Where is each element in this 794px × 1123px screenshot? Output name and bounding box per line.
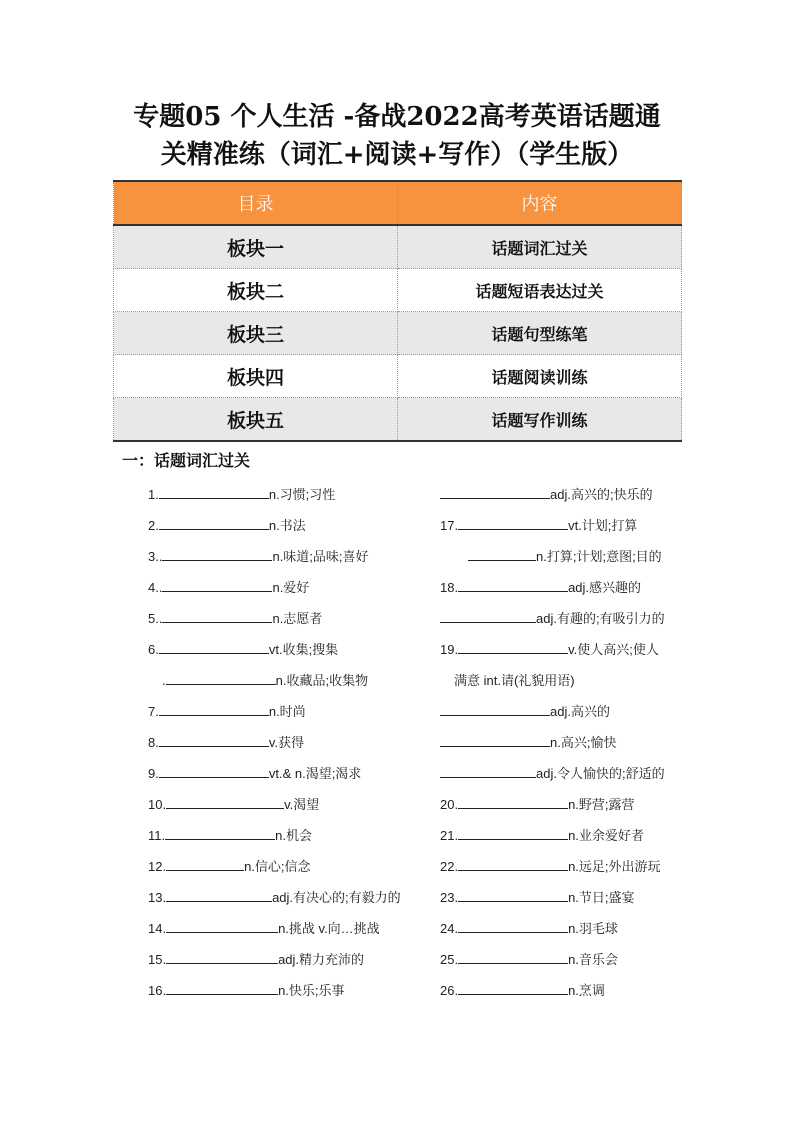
item-number: 21. [440,828,459,843]
list-item [440,670,665,701]
answer-blank[interactable] [159,639,269,654]
item-number: 4.. [148,580,163,595]
list-item [148,825,401,856]
list-item [148,639,401,670]
item-number: 12. [148,859,167,874]
answer-blank[interactable] [162,608,272,623]
item-definition: v.获得 [268,735,304,750]
answer-blank[interactable] [166,887,272,902]
header-catalog: 目录 [114,181,398,225]
section-name: 板块二 [114,269,398,312]
item-number: . [162,673,166,688]
list-item [440,918,665,949]
list-item [440,577,665,608]
list-item [148,577,401,608]
item-number: 20. [440,797,459,812]
list-item [440,515,665,546]
item-definition: 满意 int.请(礼貌用语) [454,673,575,688]
list-item [148,794,401,825]
item-number: 24. [440,921,459,936]
item-definition: n.野营;露营 [568,797,635,812]
item-number: 22. [440,859,459,874]
list-item [440,763,665,794]
item-definition: n.习惯;习性 [268,487,336,502]
answer-blank[interactable] [166,856,244,871]
list-item [148,918,401,949]
item-definition: n.爱好 [272,580,310,595]
list-item [440,701,665,732]
answer-blank[interactable] [166,670,276,685]
item-definition: n.高兴;愉快 [550,735,617,750]
answer-blank[interactable] [162,546,272,561]
item-definition: n.志愿者 [272,611,323,626]
answer-blank[interactable] [159,732,269,747]
list-item [148,701,401,732]
section-name: 板块一 [114,225,398,269]
list-item [440,484,665,515]
answer-blank[interactable] [458,856,568,871]
item-definition: n.时尚 [268,704,306,719]
section-heading: 一：话题词汇过关 [122,451,251,470]
item-definition: n.信心;信念 [244,859,311,874]
document-title [0,98,794,174]
item-number: 23. [440,890,459,905]
section-name: 板块五 [114,398,398,442]
list-item [148,608,401,639]
item-definition: n.书法 [268,518,306,533]
list-item [440,608,665,639]
item-number: 5.. [148,611,163,626]
answer-blank[interactable] [159,701,269,716]
answer-blank[interactable] [440,732,550,747]
item-number: 14. [148,921,167,936]
answer-blank[interactable] [440,484,550,499]
list-item [148,949,401,980]
answer-blank[interactable] [440,763,536,778]
answer-blank[interactable] [440,701,550,716]
section-content: 话题句型练笔 [398,312,682,355]
table-header-row [114,181,682,225]
vocab-column-left-end [148,980,345,1011]
item-number: 8. [148,735,159,750]
item-definition: n.挑战 v.向…挑战 [278,921,380,936]
answer-blank[interactable] [166,918,278,933]
list-item [148,484,401,515]
item-definition: n.味道;品味;喜好 [272,549,369,564]
item-number: 7. [148,704,159,719]
item-definition: n.快乐;乐事 [278,983,345,998]
list-item [440,794,665,825]
list-item [148,887,401,918]
answer-blank[interactable] [166,980,278,995]
contents-table [113,180,682,442]
section-content: 话题写作训练 [398,398,682,442]
answer-blank[interactable] [458,949,568,964]
list-item [148,515,401,546]
list-item [148,546,401,577]
list-item [148,732,401,763]
answer-blank[interactable] [458,639,568,654]
item-number: 26. [440,983,459,998]
table-row [114,355,682,398]
answer-blank[interactable] [458,980,568,995]
header-content: 内容 [398,181,682,225]
list-item [440,949,665,980]
table-row [114,312,682,355]
list-item [440,856,665,887]
answer-blank[interactable] [440,608,536,623]
item-number: 16. [148,983,167,998]
answer-blank[interactable] [166,949,278,964]
item-definition: adj.感兴趣的 [568,580,642,595]
answer-blank[interactable] [166,794,284,809]
answer-blank[interactable] [458,887,568,902]
item-definition: n.远足;外出游玩 [568,859,661,874]
item-number: 13. [148,890,167,905]
item-definition: adj.高兴的;快乐的 [550,487,653,502]
item-definition: adj.令人愉快的;舒适的 [536,766,665,781]
item-number: 3.. [148,549,163,564]
list-item [440,887,665,918]
item-definition: v.渴望 [284,797,320,812]
item-number: 19. [440,642,459,657]
list-item [148,856,401,887]
answer-blank[interactable] [159,484,269,499]
table-row [114,398,682,442]
answer-blank[interactable] [458,515,568,530]
item-number: 17. [440,518,459,533]
item-number: 1. [148,487,159,502]
vocab-column-left [148,484,401,980]
item-number: 25. [440,952,459,967]
answer-blank[interactable] [458,794,568,809]
list-item [440,639,665,670]
section-content: 话题阅读训练 [398,355,682,398]
list-item [148,763,401,794]
list-item [440,732,665,763]
answer-blank[interactable] [159,763,269,778]
list-item [440,825,665,856]
item-number: 10. [148,797,167,812]
item-definition: n.打算;计划;意图;目的 [536,549,662,564]
list-item [148,980,345,1011]
answer-blank[interactable] [458,918,568,933]
title-line-2: 关精准练（词汇+阅读+写作）（学生版） [160,140,634,170]
answer-blank[interactable] [162,577,272,592]
item-definition: adj.有决心的;有毅力的 [272,890,401,905]
title-line-1: 专题05 个人生活 -备战2022高考英语话题通 [133,102,661,132]
list-item [440,546,665,577]
item-number: 2. [148,518,159,533]
item-definition: adj.高兴的 [550,704,610,719]
table-row [114,269,682,312]
item-definition: n.音乐会 [568,952,618,967]
vocab-column-right [440,484,665,1011]
item-number: 11. [148,828,166,843]
item-definition: vt.& n.渴望;渴求 [268,766,362,781]
answer-blank[interactable] [458,825,568,840]
item-definition: adj.精力充沛的 [278,952,365,967]
answer-blank[interactable] [165,825,275,840]
item-definition: n.节日;盛宴 [568,890,635,905]
item-number: 6. [148,642,159,657]
item-definition: adj.有趣的;有吸引力的 [536,611,665,626]
item-definition: v.使人高兴;使人 [568,642,659,657]
list-item [440,980,665,1011]
answer-blank[interactable] [159,515,269,530]
section-content: 话题词汇过关 [398,225,682,269]
section-name: 板块三 [114,312,398,355]
item-definition: n.业余爱好者 [568,828,644,843]
item-definition: n.收藏品;收集物 [275,673,369,688]
item-number: 18. [440,580,459,595]
item-definition: n.机会 [275,828,312,843]
table-row [114,225,682,269]
answer-blank[interactable] [458,577,568,592]
answer-blank[interactable] [468,546,536,561]
section-name: 板块四 [114,355,398,398]
item-definition: n.烹调 [568,983,605,998]
item-number: 15. [148,952,167,967]
section-content: 话题短语表达过关 [398,269,682,312]
item-definition: n.羽毛球 [568,921,618,936]
item-definition: vt.收集;搜集 [268,642,339,657]
list-item [148,670,401,701]
item-definition: vt.计划;打算 [568,518,638,533]
item-number: 9. [148,766,159,781]
